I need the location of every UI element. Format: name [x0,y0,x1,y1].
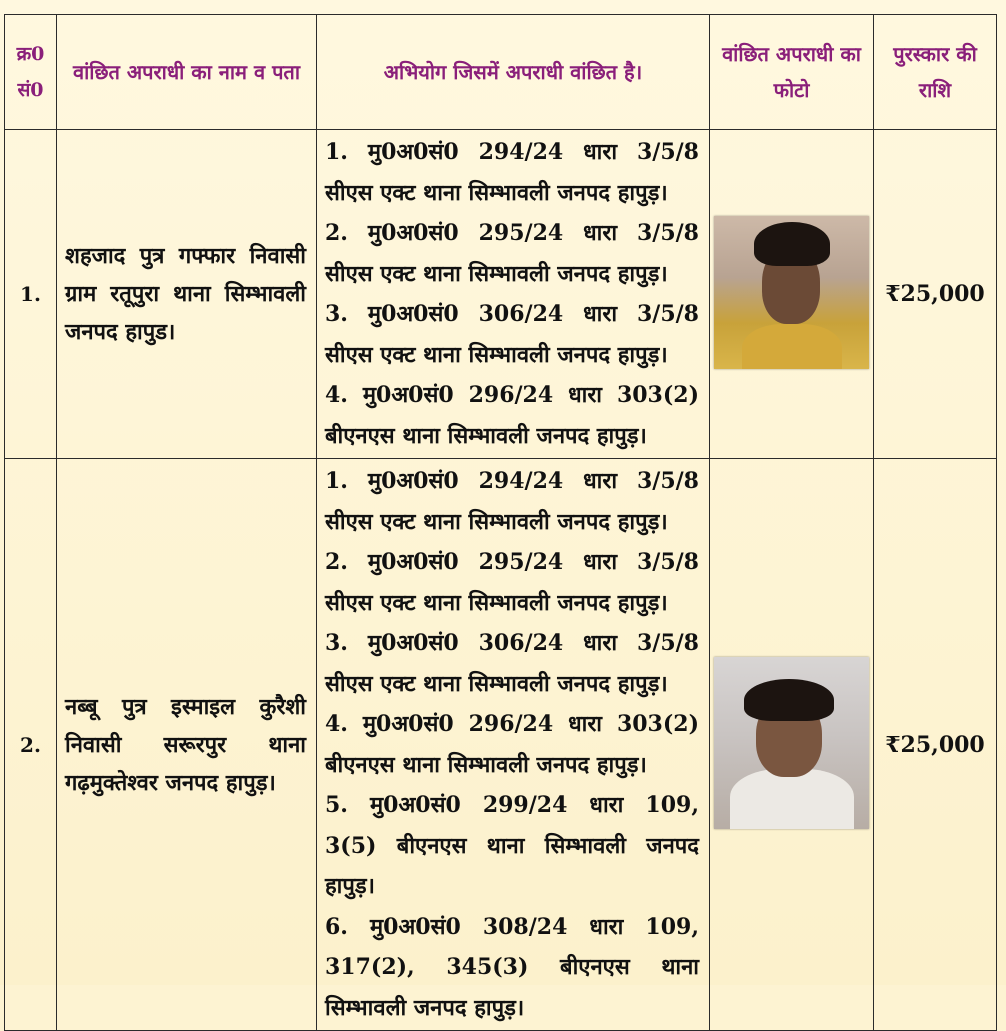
case-item: 3. मु0अ0सं0 306/24 धारा 3/5/8 सीएस एक्ट थाना सिम्भावली जनपद हापुड़। [325,630,699,697]
reward-amount: ₹25,000 [874,130,997,459]
case-list [317,130,710,459]
table-row [5,130,997,459]
criminal-name-address: शहजाद पुत्र गफ्फार निवासी ग्राम रतूपुरा थाना सिम्भावली जनपद हापुड। [57,130,317,459]
case-item: 1. मु0अ0सं0 294/24 धारा 3/5/8 सीएस एक्ट थाना सिम्भावली जनपद हापुड़। [325,139,699,206]
case-item: 2. मु0अ0सं0 295/24 धारा 3/5/8 सीएस एक्ट थाना सिम्भावली जनपद हापुड़। [325,549,699,616]
case-item: 1. मु0अ0सं0 294/24 धारा 3/5/8 सीएस एक्ट थाना सिम्भावली जनपद हापुड़। [325,468,699,535]
case-item: 2. मु0अ0सं0 295/24 धारा 3/5/8 सीएस एक्ट थाना सिम्भावली जनपद हापुड़। [325,220,699,287]
criminal-name-address: नब्बू पुत्र इस्माइल कुरैशी निवासी सरूरपुर थाना गढ़मुक्तेश्वर जनपद हापुड़। [57,459,317,1031]
reward-amount: ₹25,000 [874,459,997,1031]
header-criminal-name: वांछित अपराधी का नाम व पता [57,15,317,130]
wanted-criminals-table [4,14,997,1031]
row-serial-number: 2. [5,459,57,1031]
case-item: 4. मु0अ0सं0 296/24 धारा 303(2) बीएनएस थाना सिम्भावली जनपद हापुड़। [325,382,699,449]
header-cases: अभियोग जिसमें अपराधी वांछित है। [317,15,710,130]
table-row [5,459,997,1031]
case-list [317,459,710,1031]
row-serial-number: 1. [5,130,57,459]
header-reward: पुरस्कार की राशि [874,15,997,130]
case-item: 6. मु0अ0सं0 308/24 धारा 109, 317(2), 345(3) बीएनएस थाना सिम्भावली जनपद हापुड़। [325,913,699,1021]
criminal-photo [714,216,869,369]
case-item: 3. मु0अ0सं0 306/24 धारा 3/5/8 सीएस एक्ट थाना सिम्भावली जनपद हापुड़। [325,301,699,368]
photo-cell [710,459,874,1031]
header-serial-number: क्र0 सं0 [5,15,57,130]
case-item: 5. मु0अ0सं0 299/24 धारा 109, 3(5) बीएनएस थाना सिम्भावली जनपद हापुड़। [325,792,699,899]
case-item: 4. मु0अ0सं0 296/24 धारा 303(2) बीएनएस थाना सिम्भावली जनपद हापुड़। [325,711,699,778]
header-row [5,15,997,130]
criminal-photo [714,657,869,829]
header-photo: वांछित अपराधी का फोटो [710,15,874,130]
photo-cell [710,130,874,459]
